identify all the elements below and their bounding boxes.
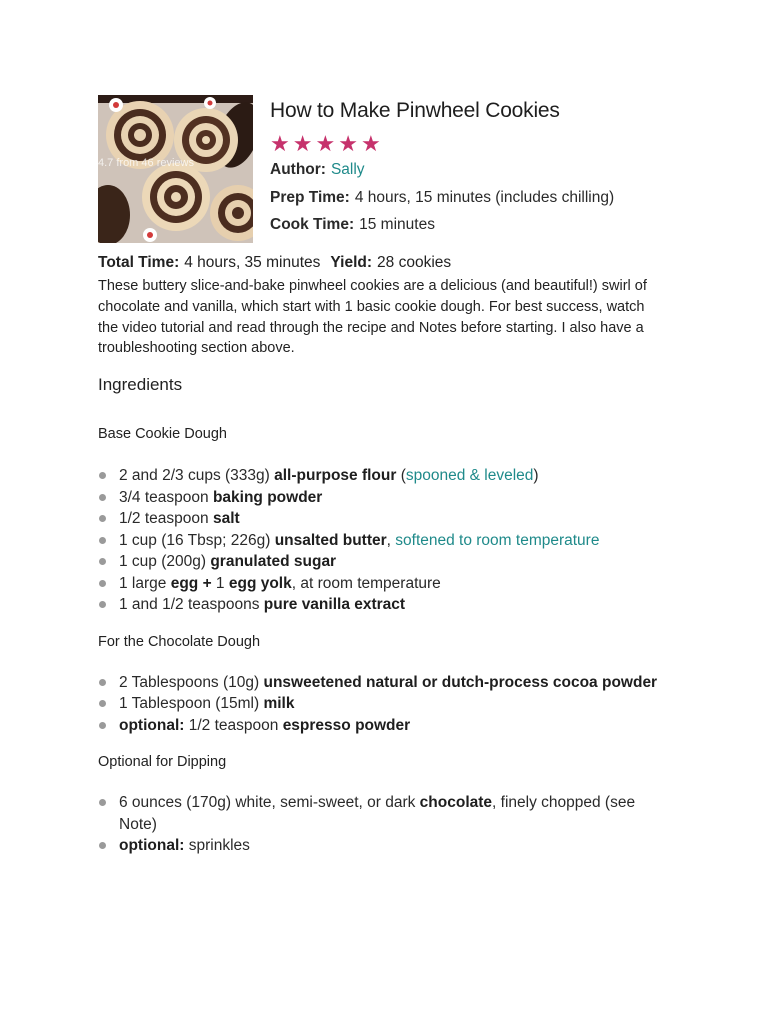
star-rating[interactable]	[270, 132, 614, 156]
prep-time-value: 4 hours, 15 minutes (includes chilling)	[354, 188, 615, 206]
cook-time-value: 15 minutes	[359, 216, 435, 233]
recipe-meta	[270, 95, 614, 243]
cookie-3	[142, 163, 210, 231]
recipe-header	[98, 95, 668, 243]
yield-label: Yield:	[330, 254, 373, 271]
total-time-value: 4 hours, 35 minutes	[184, 254, 321, 271]
recipe-photo[interactable]	[98, 95, 253, 243]
prep-time-row	[270, 184, 614, 212]
ingredient-group-title: Base Cookie Dough	[98, 426, 227, 443]
list-item: optional: sprinkles	[98, 835, 668, 857]
recipe-card	[98, 95, 668, 857]
list-item: 1 cup (16 Tbsp; 226g) unsalted butter, softened to room temperature	[98, 530, 668, 552]
star-icon[interactable]: ★	[292, 131, 313, 156]
ingredient-list-dipping	[98, 792, 668, 857]
list-item: 2 and 2/3 cups (333g) all-purpose flour (spooned & leveled)	[98, 465, 668, 487]
ingredient-group-title: For the Chocolate Dough	[98, 633, 261, 650]
softened-butter-link[interactable]: softened to room temperature	[395, 531, 600, 549]
ingredient-list-chocolate	[98, 672, 668, 737]
author-row	[270, 156, 614, 184]
list-item: 1/2 teaspoon salt	[98, 508, 668, 530]
cook-time-row	[270, 211, 614, 239]
prep-time-label: Prep Time:	[270, 188, 350, 206]
list-item: 1 Tablespoon (15ml) milk	[98, 693, 668, 715]
total-time-label: Total Time:	[98, 254, 180, 271]
list-item: 6 ounces (170g) white, semi-sweet, or dark chocolate, finely chopped (see Note)	[98, 792, 668, 835]
list-item: 3/4 teaspoon baking powder	[98, 487, 668, 509]
yield-value: 28 cookies	[377, 254, 452, 271]
recipe-title: How to Make Pinwheel Cookies	[270, 99, 560, 122]
star-icon[interactable]: ★	[338, 131, 358, 156]
total-yield-row	[98, 250, 668, 276]
ingredient-group-title: Optional for Dipping	[98, 754, 227, 771]
spooned-leveled-link[interactable]: spooned & leveled	[405, 467, 534, 485]
cook-time-label: Cook Time:	[270, 216, 355, 233]
list-item: 1 large egg + 1 egg yolk, at room temperature	[98, 573, 668, 595]
list-item: optional: 1/2 teaspoon espresso powder	[98, 715, 668, 737]
list-item: 1 and 1/2 teaspoons pure vanilla extract	[98, 594, 668, 616]
author-label: Author:	[270, 161, 326, 178]
recipe-description: These buttery slice-and-bake pinwheel cookies are a delicious (and beautiful!) swirl of chocolate and vanilla, which start with 1 basic cookie dough. For best success, watch the video tutorial and read through the recipe and Notes before starting. I also have a troubleshooting section above.	[98, 278, 647, 357]
author-link[interactable]: Sally	[330, 161, 365, 178]
list-item: 2 Tablespoons (10g) unsweetened natural or dutch-process cocoa powder	[98, 672, 668, 694]
ingredients-heading: Ingredients	[98, 375, 183, 395]
star-icon[interactable]: ★	[315, 131, 336, 156]
rating-overlay-text: 4.7 from 46 reviews	[98, 157, 194, 169]
pinwheel-cookies-image	[98, 95, 253, 243]
star-icon[interactable]: ★	[270, 131, 290, 156]
list-item: 1 cup (200g) granulated sugar	[98, 551, 668, 573]
ingredient-list-base	[98, 465, 668, 616]
star-icon[interactable]: ★	[360, 131, 381, 156]
